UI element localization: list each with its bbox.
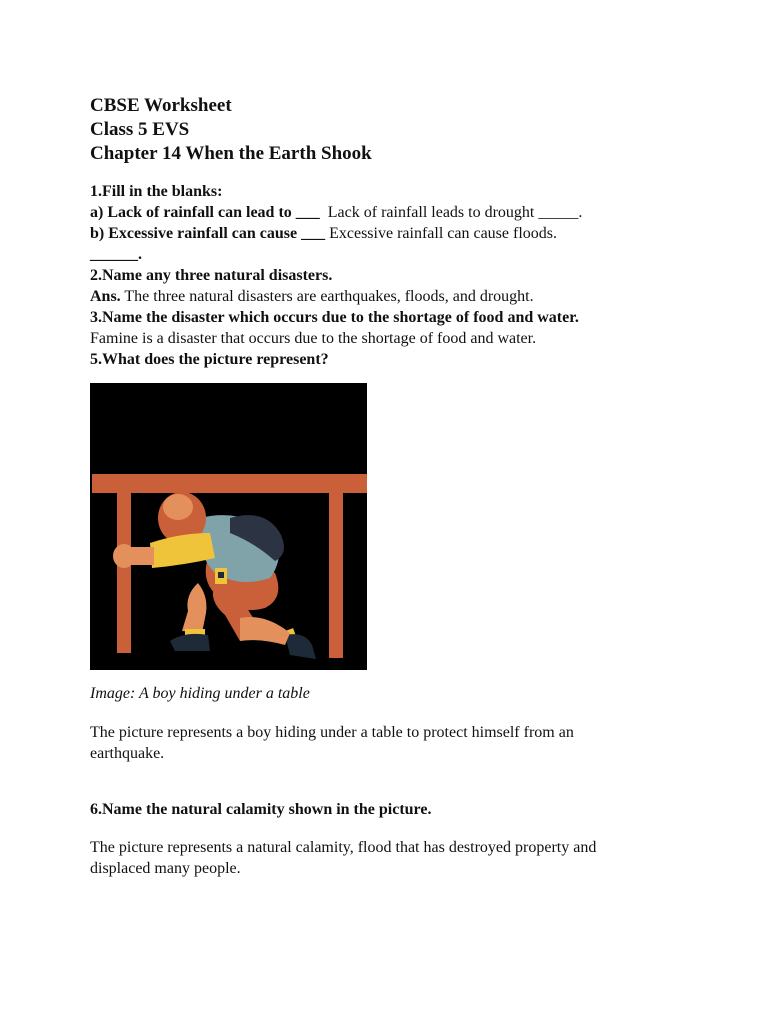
q2-question: 2.Name any three natural disasters. xyxy=(90,267,333,284)
q5-question: 5.What does the picture represent? xyxy=(90,351,329,368)
worksheet-title: CBSE Worksheet xyxy=(90,95,232,116)
q1-heading: 1.Fill in the blanks: xyxy=(90,183,223,200)
q2-answer-line xyxy=(90,286,690,307)
q6-question: 6.Name the natural calamity shown in the picture. xyxy=(90,801,432,818)
q3-answer: Famine is a disaster that occurs due to the shortage of food and water. xyxy=(90,330,537,347)
boy-under-table-illustration xyxy=(90,383,367,670)
questions-block xyxy=(90,181,690,370)
q1-a-answer: Lack of rainfall leads to drought _____. xyxy=(327,204,583,221)
q1-b-blank: ______. xyxy=(90,246,142,263)
q1-b xyxy=(90,223,690,244)
q1-a xyxy=(90,202,690,223)
image-caption: Image: A boy hiding under a table xyxy=(90,685,310,702)
worksheet-header xyxy=(90,94,372,166)
q1-a-question: a) Lack of rainfall can lead to ___ xyxy=(90,204,320,221)
q2-ans-label: Ans. xyxy=(90,288,121,305)
q1-b-question: b) Excessive rainfall can cause ___ xyxy=(90,225,326,242)
q5-answer: The picture represents a boy hiding under a table to protect himself from an earthquake. xyxy=(90,724,574,762)
table-top xyxy=(92,474,367,493)
class-label: Class 5 EVS xyxy=(90,119,190,140)
illustration-svg xyxy=(90,383,367,670)
q1-b-answer: Excessive rainfall can cause floods. xyxy=(329,225,557,242)
q2-answer: The three natural disasters are earthquakes, floods, and drought. xyxy=(124,288,534,305)
table-leg-left xyxy=(117,493,131,653)
q3-question: 3.Name the disaster which occurs due to the shortage of food and water. xyxy=(90,309,579,326)
table-leg-right xyxy=(329,493,343,658)
chapter-title: Chapter 14 When the Earth Shook xyxy=(90,143,372,164)
q6-answer: The picture represents a natural calamity, flood that has destroyed property and displaced many people. xyxy=(90,839,597,877)
